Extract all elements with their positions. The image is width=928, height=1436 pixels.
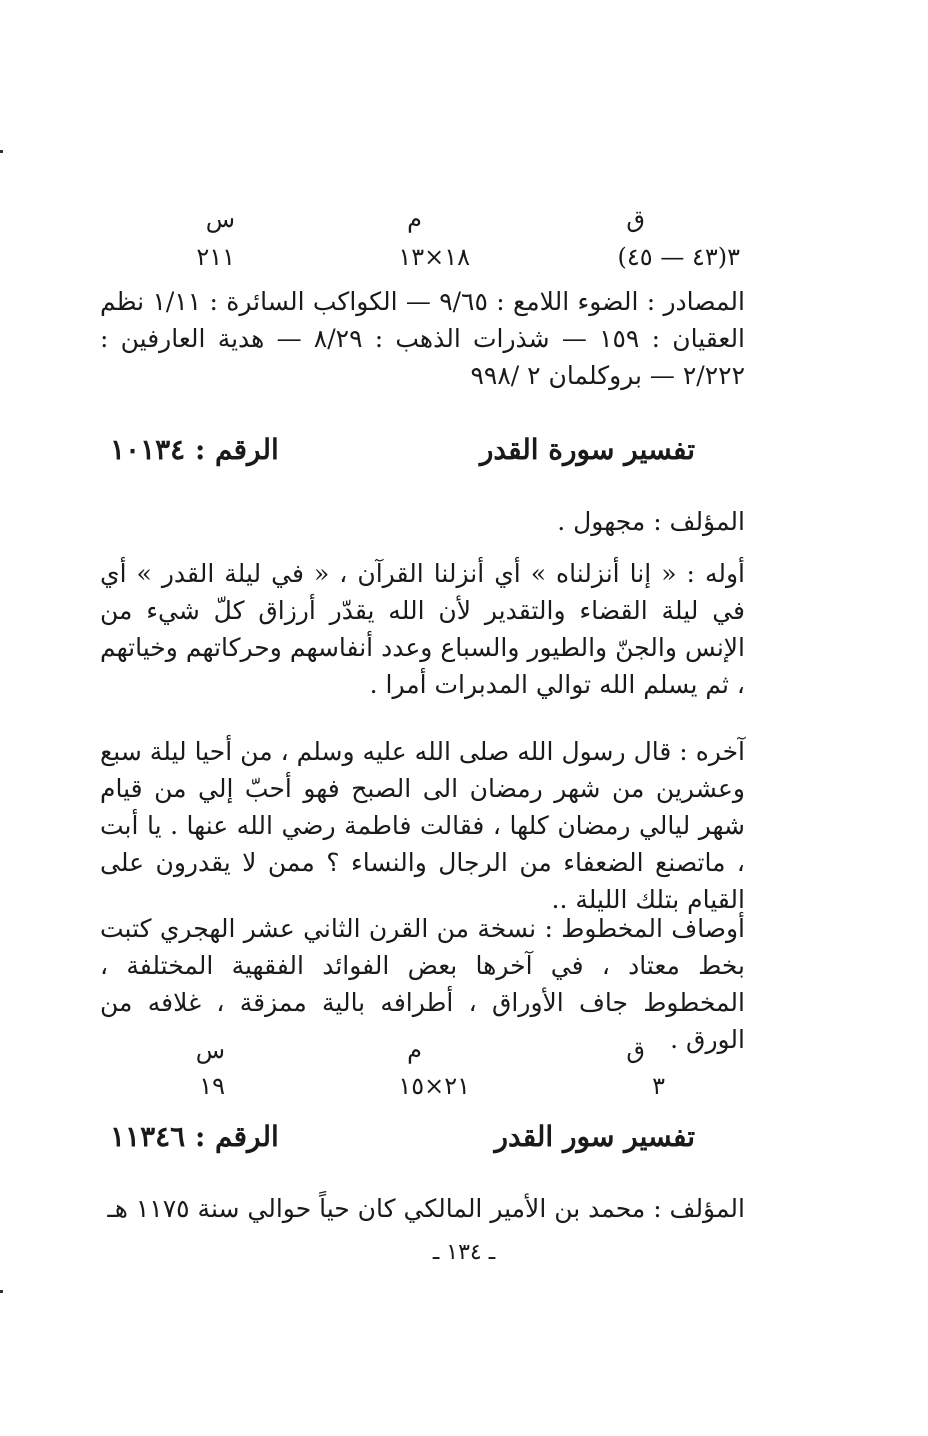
entry1-code-values xyxy=(150,243,740,273)
scan-edge-mark xyxy=(0,150,3,153)
page-number: ـ ١٣٤ ـ xyxy=(432,1240,496,1265)
entry3-heading xyxy=(110,1120,695,1160)
entry2-ending: آخره : قال رسول الله صلى الله عليه وسلم ، من أحيا ليلة سبع وعشرين من شهر رمضان الى الصبح فهو أحبّ إلي من قيام شهر ليالي رمضان كلها ، فقالت فاطمة رضي الله عنها . يا أبت ، ماتصنع الضعفاء من الرجال والنساء ؟ ممن لا يقدرون على القيام بتلك الليلة .. xyxy=(100,737,745,914)
entry3-number: الرقم : ١١٣٤٦ xyxy=(110,1120,279,1153)
code-value-s: ١٩ xyxy=(199,1072,225,1100)
code-value-q: ٣ xyxy=(652,1072,665,1100)
entry2-author: المؤلف : مجهول . xyxy=(557,507,745,536)
code-label-q: ق xyxy=(626,1036,645,1064)
entry3-author: المؤلف : محمد بن الأمير المالكي كان حياً حوالي سنة ١١٧٥ هـ xyxy=(107,1194,745,1223)
scan-edge-mark xyxy=(0,1290,3,1293)
entry2-title: تفسير سورة القدر xyxy=(479,433,695,466)
code-value-q: ٣(٤٣ — ٤٥) xyxy=(617,243,740,271)
entry2-code-labels xyxy=(150,1036,740,1066)
code-label-s: س xyxy=(195,1036,225,1064)
code-label-m: م xyxy=(407,1036,422,1064)
entry2-heading xyxy=(110,433,695,473)
code-label-q: ق xyxy=(626,205,645,233)
entry2-description: أوصاف المخطوط : نسخة من القرن الثاني عشر الهجري كتبت بخط معتاد ، في آخرها بعض الفوائد الفقهية المختلفة ، المخطوط جاف الأوراق ، أطرافه بالية ممزقة ، غلافه من الورق . xyxy=(100,914,745,1054)
entry2-beginning: أوله : « إنا أنزلناه » أي أنزلنا القرآن ، « في ليلة القدر » أي في ليلة القضاء والتقدير لأن الله يقدّر أرزاق كلّ شيء من الإنس والجنّ والطيور والسباع وعدد أنفاسهم وحركاتهم وخياتهم ، ثم يسلم الله توالي المدبرات أمرا . xyxy=(100,559,745,699)
entry1-code-labels xyxy=(150,205,740,235)
entry3-title: تفسير سور القدر xyxy=(494,1120,695,1153)
code-label-s: س xyxy=(205,205,235,233)
entry2-code-values xyxy=(150,1072,740,1102)
code-value-m: ١٨×١٣ xyxy=(398,243,470,271)
code-label-m: م xyxy=(407,205,422,233)
code-value-m: ٢١×١٥ xyxy=(398,1072,470,1100)
entry2-number: الرقم : ١٠١٣٤ xyxy=(110,433,279,466)
entry1-sources: المصادر : الضوء اللامع : ٩/٦٥ — الكواكب السائرة : ١/١١ نظم العقيان : ١٥٩ — شذرات الذهب : ٨/٢٩ — هدية العارفين : ٢/٢٢٢ — بروكلمان ٢ /٩٩٨ xyxy=(100,287,746,390)
code-value-s: ٢١١ xyxy=(196,243,235,271)
